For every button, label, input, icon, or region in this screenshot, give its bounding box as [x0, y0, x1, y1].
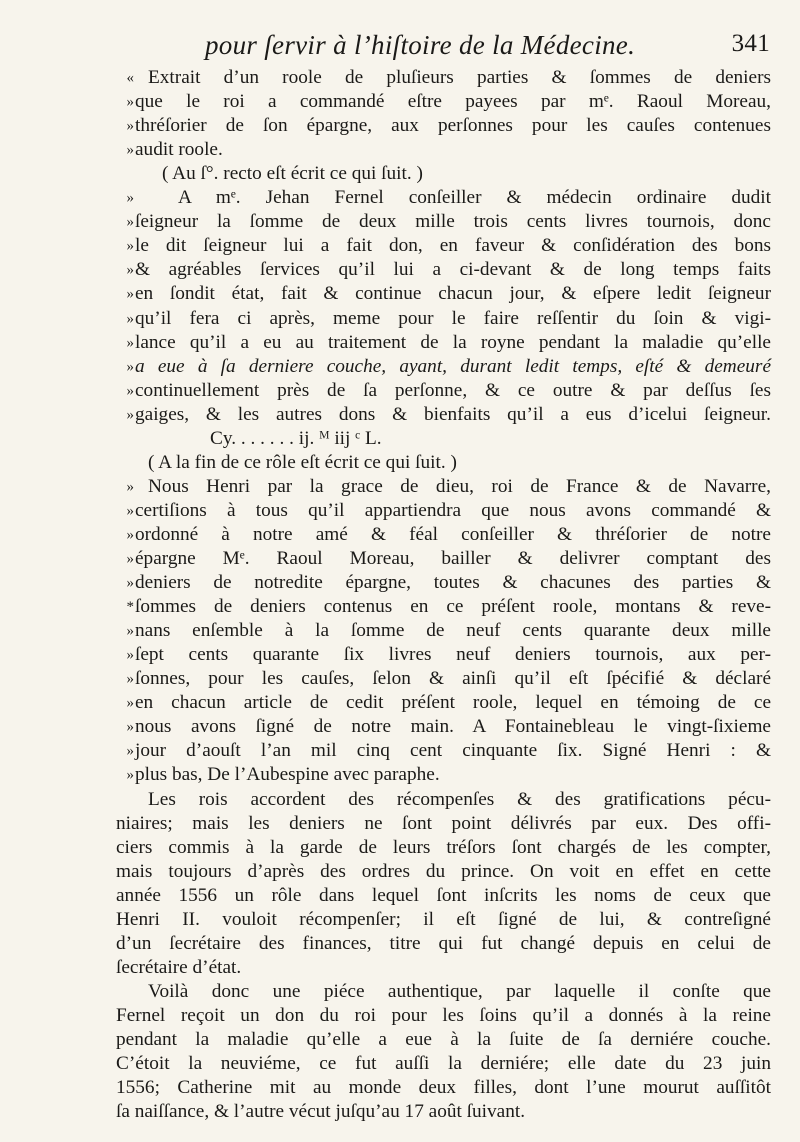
- line-text: ſept cents quarante ſix livres neuf deniers tournois, aux per-: [135, 644, 771, 666]
- quote-mark: »: [126, 502, 134, 519]
- line-text: audit roole.: [135, 139, 223, 161]
- text-line: [0, 667, 800, 691]
- line-text: ciers commis à la garde de leurs tréſors ſont chargés de les compter,: [116, 836, 771, 858]
- text-line: [0, 860, 800, 884]
- text-line: [0, 451, 800, 475]
- line-text: & agréables ſervices qu’il lui a ci-devant & de long temps faits: [135, 259, 771, 281]
- line-text: niaires; mais les deniers ne ſont point délivrés par eux. Des offi-: [116, 812, 771, 834]
- quote-mark: «: [126, 70, 134, 86]
- line-text: que le roi a commandé eſtre payees par mᵉ. Raoul Moreau,: [135, 91, 771, 113]
- quote-mark: »: [126, 671, 134, 688]
- text-line: [0, 186, 800, 210]
- quote-mark: »: [126, 767, 134, 784]
- line-text: jour d’aouſt l’an mil cinq cent cinquante ſix. Signé Henri : &: [135, 740, 771, 762]
- line-text: ſa naiſſance, & l’autre vécut juſqu’au 17 août ſuivant.: [116, 1101, 526, 1123]
- text-line: [0, 836, 800, 860]
- running-title: pour ſervir à l’hiſtoire de la Médecine.: [205, 30, 636, 60]
- text-line: [0, 739, 800, 763]
- quote-mark: »: [126, 214, 134, 231]
- text-line: [0, 475, 800, 499]
- line-text: pendant la maladie qu’elle a eue à la ſuite de ſa derniére couche.: [116, 1029, 771, 1050]
- line-text: gaiges, & les autres dons & bienfaits qu’il a eus d’icelui ſeigneur.: [135, 403, 771, 425]
- line-text: ( Au ſ°. recto eſt écrit ce qui ſuit. ): [162, 163, 423, 185]
- text-line: [0, 138, 800, 162]
- line-text: ( A la fin de ce rôle eſt écrit ce qui ſuit. ): [148, 451, 457, 473]
- line-text: Voilà donc une piéce authentique, par laquelle il conſte que: [148, 980, 771, 1002]
- text-line: [0, 355, 800, 379]
- text-line: [0, 210, 800, 234]
- quote-mark: »: [126, 286, 134, 303]
- text-line: [0, 523, 800, 547]
- line-text: ordonné à notre amé & féal conſeiller & thréſorier de notre: [135, 523, 771, 545]
- quote-mark: »: [126, 743, 134, 760]
- quote-mark: »: [126, 647, 134, 664]
- line-text: année 1556 un rôle dans lequel ſont inſcrits les noms de ceux que: [116, 884, 771, 906]
- line-text: nous avons ſigné de notre main. A Fontainebleau le vingt-ſixieme: [135, 716, 771, 738]
- text-line: [0, 1076, 800, 1100]
- quote-mark: »: [126, 190, 134, 207]
- quote-mark: *: [126, 599, 134, 616]
- text-line: [0, 114, 800, 138]
- line-text: ſommes de deniers contenus en ce préſent roole, montans & reve-: [135, 596, 771, 618]
- line-text: continuellement près de ſa perſonne, & ce outre & par deſſus ſes: [135, 379, 771, 401]
- line-text: Extrait d’un roole de pluſieurs parties & ſommes de deniers: [148, 67, 771, 88]
- quote-mark: »: [126, 118, 134, 135]
- line-text: d’un ſecrétaire des finances, titre qui fut changé depuis en celui de: [116, 932, 771, 954]
- line-text: qu’il fera ci après, meme pour le faire reſſentir du ſoin & vigi-: [135, 307, 771, 329]
- text-line: [0, 90, 800, 114]
- quote-mark: »: [126, 526, 134, 543]
- text-line: [0, 234, 800, 258]
- quote-mark: »: [126, 310, 134, 327]
- text-line: [0, 908, 800, 932]
- line-text: plus bas, De l’Aubespine avec paraphe.: [135, 764, 440, 786]
- text-line: [0, 547, 800, 571]
- text-line: [0, 884, 800, 908]
- text-line: [0, 956, 800, 980]
- quote-mark: »: [126, 575, 134, 592]
- text-line: [0, 788, 800, 812]
- line-text: Cy. . . . . . . ij. ᴹ iij ᶜ L.: [210, 427, 382, 449]
- line-text: Nous Henri par la grace de dieu, roi de France & de Navarre,: [148, 475, 771, 497]
- line-text: thréſorier de ſon épargne, aux perſonnes pour les cauſes contenues: [135, 115, 771, 137]
- line-text: certiſions à tous qu’il appartiendra que nous avons commandé &: [135, 499, 771, 521]
- quote-mark: »: [126, 695, 134, 712]
- running-header: [205, 30, 770, 70]
- line-text: lance qu’il a eu au traitement de la royne pendant la maladie qu’elle: [135, 331, 771, 353]
- text-line: [0, 331, 800, 355]
- text-line: [0, 763, 800, 787]
- quote-mark: »: [126, 334, 134, 351]
- text-line: [0, 1004, 800, 1028]
- text-line: [0, 282, 800, 306]
- text-line: [0, 1052, 800, 1076]
- quote-mark: »: [126, 406, 134, 423]
- quote-mark: »: [126, 142, 134, 159]
- quote-mark: »: [126, 262, 134, 279]
- text-line: [0, 691, 800, 715]
- line-text: ſecrétaire d’état.: [116, 956, 242, 978]
- quote-mark: »: [126, 719, 134, 736]
- text-line: [0, 643, 800, 667]
- quote-mark: »: [126, 623, 134, 640]
- text-line: [0, 162, 800, 186]
- text-line: [0, 379, 800, 403]
- line-text: a eue à ſa derniere couche, ayant, durant ledit temps, eſté & demeuré: [135, 355, 771, 377]
- line-text: mais toujours d’après des ordres du prince. On voit en effet en cette: [116, 860, 771, 882]
- text-line: [0, 619, 800, 643]
- text-line: [0, 980, 800, 1004]
- line-text: Fernel reçoit un don du roi pour les ſoins qu’il a donnés à la reine: [116, 1004, 771, 1026]
- text-line: [0, 932, 800, 956]
- line-text: nans enſemble à la ſomme de neuf cents quarante deux mille: [135, 620, 771, 642]
- text-line: [0, 66, 800, 90]
- line-text: deniers de notredite épargne, toutes & chacunes des parties &: [135, 572, 771, 594]
- text-line: [0, 258, 800, 282]
- quote-mark: »: [126, 478, 134, 495]
- line-text: ſonnes, pour les cauſes, ſelon & ainſi qu’il eſt ſpécifié & déclaré: [135, 668, 771, 690]
- text-line: [0, 427, 800, 451]
- text-line: [0, 1028, 800, 1052]
- text-line: [0, 571, 800, 595]
- line-text: Henri II. vouloit récompenſer; il eſt ſigné de lui, & contreſigné: [116, 908, 771, 930]
- text-line: [0, 1100, 800, 1124]
- line-text: A mᵉ. Jehan Fernel conſeiller & médecin ordinaire dudit: [178, 187, 771, 209]
- page-number: 341: [731, 30, 770, 57]
- text-line: [0, 812, 800, 836]
- line-text: en chacun article de cedit préſent roole, lequel en témoing de ce: [135, 692, 771, 714]
- quote-mark: »: [126, 94, 134, 111]
- text-line: [0, 595, 800, 619]
- line-text: le dit ſeigneur lui a fait don, en faveur & conſidération des bons: [135, 235, 771, 257]
- line-text: Les rois accordent des récompenſes & des gratifications pécu-: [148, 788, 771, 810]
- quote-mark: »: [126, 358, 134, 375]
- line-text: 1556; Catherine mit au monde deux filles, dont l’une mourut auſſitôt: [116, 1077, 771, 1099]
- line-text: en ſondit état, fait & continue chacun jour, & eſpere ledit ſeigneur: [135, 283, 771, 305]
- text-line: [0, 499, 800, 523]
- line-text: ſeigneur la ſomme de deux mille trois cents livres tournois, donc: [135, 211, 771, 233]
- quote-mark: »: [126, 238, 134, 255]
- text-line: [0, 715, 800, 739]
- line-text: épargne Mᵉ. Raoul Moreau, bailler & delivrer comptant des: [135, 548, 771, 569]
- line-text: C’étoit la neuviéme, ce fut auſſi la derniére; elle date du 23 juin: [116, 1053, 771, 1075]
- text-line: [0, 403, 800, 427]
- text-line: [0, 307, 800, 331]
- quote-mark: »: [126, 551, 134, 567]
- quote-mark: »: [126, 382, 134, 399]
